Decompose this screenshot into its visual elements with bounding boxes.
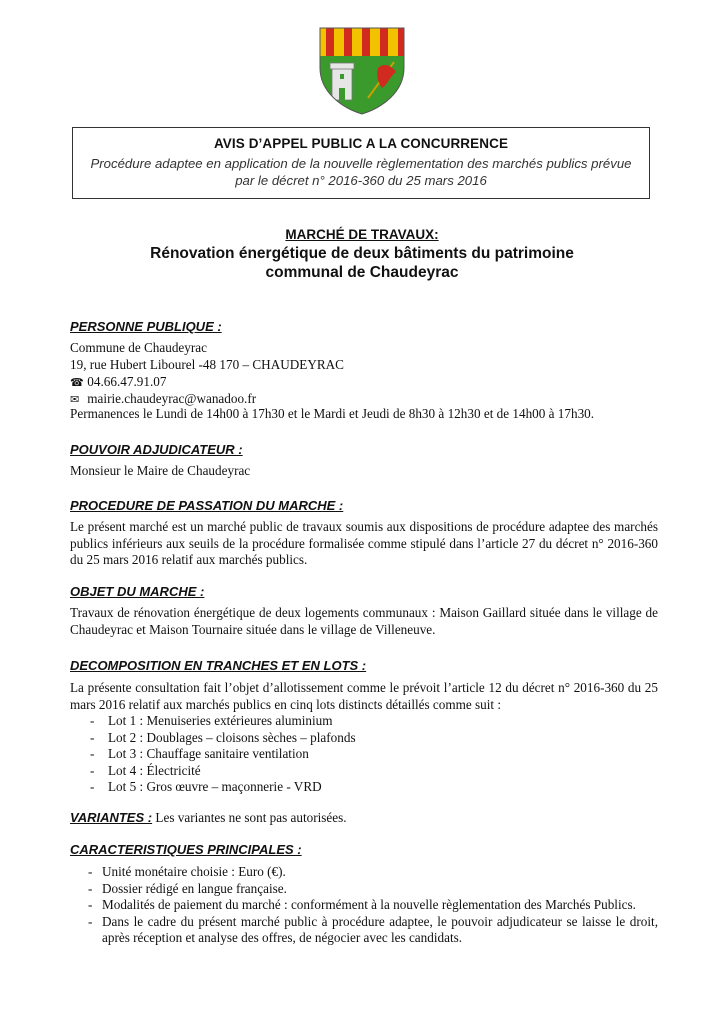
variantes-text: Les variantes ne sont pas autorisées. (155, 810, 347, 825)
feature-text: Unité monétaire choisie : Euro (€). (102, 864, 286, 879)
procedure-text: Le présent marché est un marché public de travaux soumis aux dispositions de procédure adaptee des marchés publics inférieurs aux seuils de la procédure formalisée comme stipulé dans l’article 27 du décret n° 2016-360 du 25 mars 2016 relatif aux marchés publics. (70, 519, 658, 567)
list-item: - Dans le cadre du présent marché public à procédure adaptee, le pouvoir adjudicateur se laisse le droit, après réception et analyse des offres, de négocier avec les candidats. (88, 913, 658, 945)
objet-text: Travaux de rénovation énergétique de deux logements communaux : Maison Gaillard située dans le village de Chaudeyrac et Maison Tournaire située dans le village de Villeneuve. (70, 605, 658, 637)
lot-label: Lot 2 : Doublages – cloisons sèches – plafonds (108, 729, 356, 745)
notice-subtitle-line1: Procédure adaptee en application de la nouvelle règlementation des marchés publics prévue (90, 156, 632, 171)
decomposition-text: La présente consultation fait l’objet d’allotissement comme le prévoit l’article 12 du décret n° 2016-360 du 25 mars 2016 relatif aux marchés publics en cinq lots distincts détaillés comme suit : (70, 680, 658, 712)
phone-icon: ☎ (70, 377, 84, 389)
section-heading-pouvoir: POUVOIR ADJUDICATEUR : (70, 442, 243, 457)
feature-text: Dossier rédigé en langue française. (102, 880, 287, 896)
email-address: mairie.chaudeyrac@wanadoo.fr (87, 391, 257, 406)
list-item: - Lot 5 : Gros œuvre – maçonnerie - VRD (90, 779, 322, 794)
section-heading-variantes: VARIANTES : (70, 810, 153, 825)
notice-box (72, 127, 650, 199)
features-list (70, 864, 658, 947)
lot-label: Lot 3 : Chauffage sanitaire ventilation (108, 746, 309, 761)
lots-list (70, 713, 658, 796)
commune-address: 19, rue Hubert Libourel -48 170 – CHAUDEYRAC (70, 357, 344, 372)
section-heading-decomposition: DECOMPOSITION EN TRANCHES ET EN LOTS : (70, 658, 367, 673)
notice-subtitle-line2: par le décret n° 2016-360 du 25 mars 2016 (235, 173, 487, 188)
list-item: - Lot 1 : Menuiseries extérieures aluminium (90, 713, 333, 728)
list-item: - Lot 2 : Doublages – cloisons sèches – plafonds (90, 729, 356, 745)
phone-number: 04.66.47.91.07 (87, 374, 167, 389)
list-item: - Lot 3 : Chauffage sanitaire ventilation (90, 746, 309, 761)
pouvoir-text: Monsieur le Maire de Chaudeyrac (70, 463, 251, 478)
section-heading-objet: OBJET DU MARCHE : (70, 584, 205, 599)
list-item: - Dossier rédigé en langue française. (88, 880, 287, 896)
list-item: - Lot 4 : Électricité (90, 762, 201, 778)
notice-title: AVIS D’APPEL PUBLIC A LA CONCURRENCE (213, 136, 509, 151)
feature-text: Modalités de paiement du marché : conformément à la nouvelle règlementation des Marchés Publics. (102, 897, 636, 912)
market-heading (60, 227, 664, 242)
phone-line (70, 374, 166, 391)
office-hours: Permanences le Lundi de 14h00 à 17h30 et le Mardi et Jeudi de 8h30 à 12h30 et de 14h00 à 17h30. (70, 406, 595, 421)
market-title-line1: Rénovation énergétique de deux bâtiments du patrimoine (150, 245, 574, 262)
list-item: - Modalités de paiement du marché : conformément à la nouvelle règlementation des Marchés Publics. (88, 897, 636, 912)
market-title-line2: communal de Chaudeyrac (265, 264, 459, 281)
feature-text: Dans le cadre du présent marché public à procédure adaptee, le pouvoir adjudicateur se laisse le droit, après réception et analyse des offres, de négocier avec les candidats. (102, 913, 658, 945)
market-title (60, 244, 664, 282)
lot-label: Lot 5 : Gros œuvre – maçonnerie - VRD (108, 779, 322, 794)
notice-subtitle (73, 155, 649, 189)
lot-label: Lot 1 : Menuiseries extérieures aluminium (108, 713, 333, 728)
section-heading-personne-publique: PERSONNE PUBLIQUE : (70, 319, 222, 334)
commune-name: Commune de Chaudeyrac (70, 340, 207, 355)
variantes-line (70, 810, 347, 826)
list-item: - Unité monétaire choisie : Euro (€). (88, 864, 286, 879)
section-heading-caracteristiques: CARACTERISTIQUES PRINCIPALES : (70, 842, 302, 857)
envelope-icon: ✉ (70, 394, 80, 406)
section-heading-procedure: PROCEDURE DE PASSATION DU MARCHE : (70, 498, 344, 513)
market-heading-text: MARCHÉ DE TRAVAUX: (285, 227, 439, 242)
coat-of-arms-icon (318, 26, 406, 116)
lot-label: Lot 4 : Électricité (108, 762, 201, 778)
